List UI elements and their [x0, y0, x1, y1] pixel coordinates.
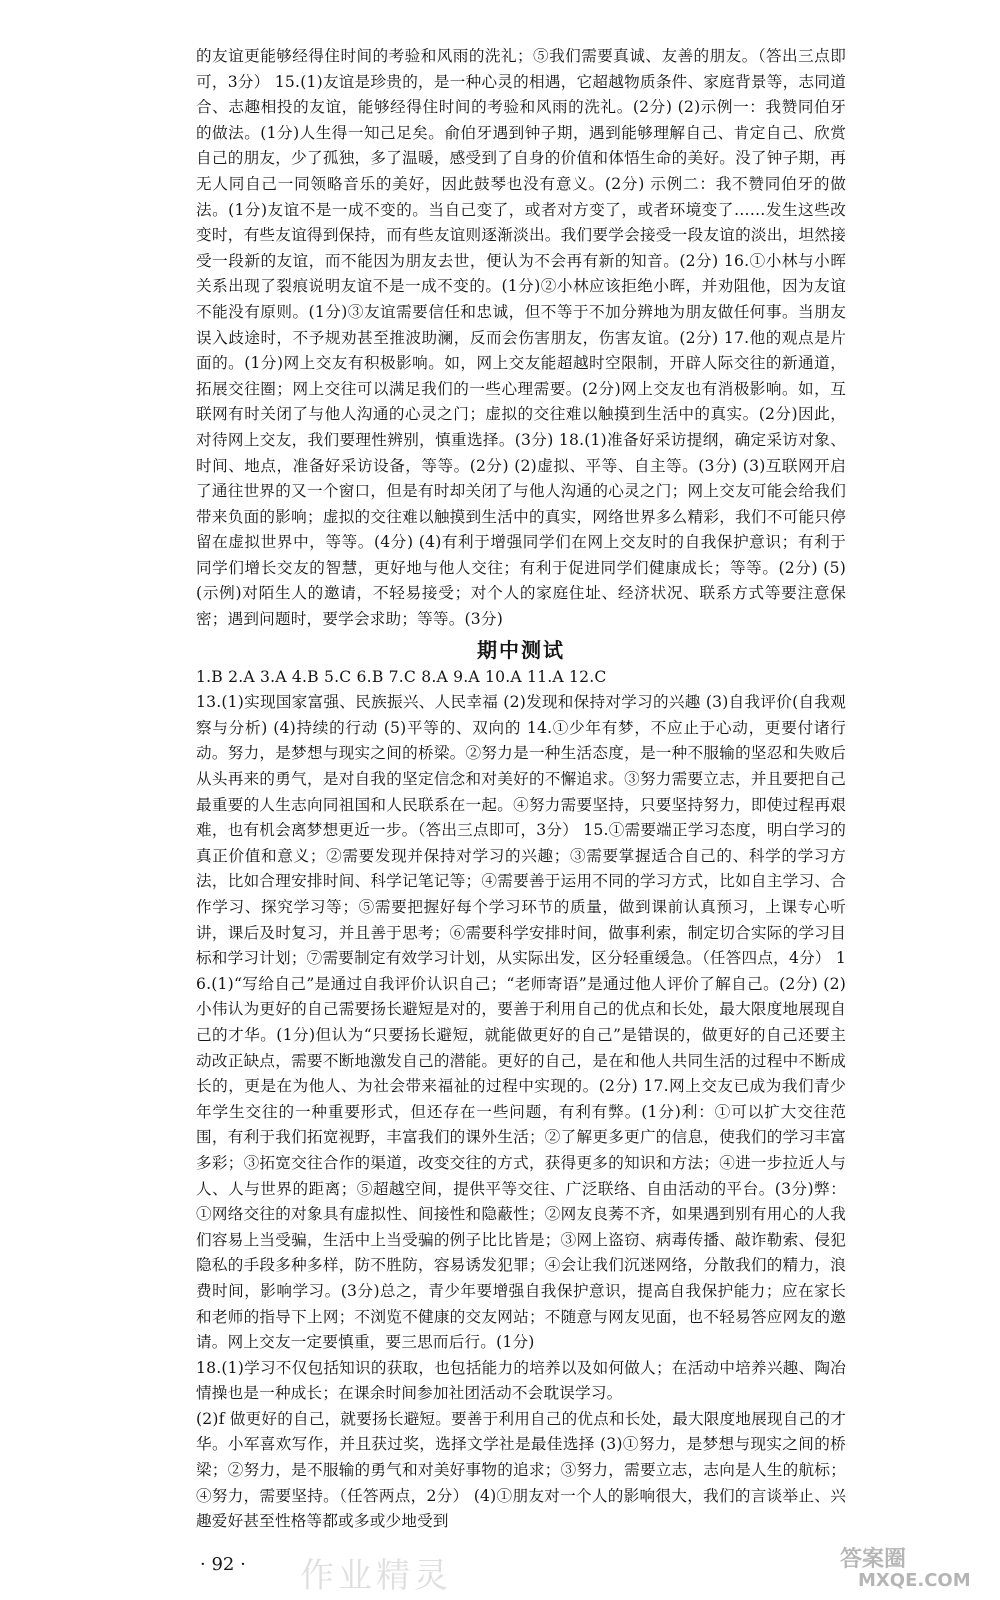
- answer-paragraph: (2)f 做更好的自己，就要扬长避短。要善于利用自己的优点和长处，最大限度地展现自己的才华。小军喜欢写作，并且获过奖，选择文学社是最佳选择 (3)①努力，是梦想与现实之间的桥梁；②努力，是不服输的勇气和对美好事物的追求；③努力，需要立志，志向是人生的航标；④努力，需要坚持。（任答两点，2分） (4)①朋友对一个人的影响很大，我们的言谈举止、兴趣爱好甚至性格等都或多或少地受到: [196, 1409, 846, 1531]
- watermark-url: MXQE.COM: [858, 1570, 971, 1591]
- answer-page-content: [196, 44, 846, 1535]
- answer-paragraph: 13.(1)实现国家富强、民族振兴、人民幸福 (2)发现和保持对学习的兴趣 (3)自我评价(自我观察与分析) (4)持续的行动 (5)平等的、双向的 14.①少年有梦，不应止于心动，更要付诸行动。努力，是梦想与现实之间的桥梁。②努力是一种生活态度，是一种不服输的坚忍和失败后从头再来的勇气，是对自我的坚定信念和对美好的不懈追求。③努力需要立志，并且要把自己最重要的人生志向同祖国和人民联系在一起。④努力需要坚持，只要坚持努力，即使过程再艰难，也有机会离梦想更近一步。（答出三点即可，3分） 15.①需要端正学习态度，明白学习的真正价值和意义；②需要发现并保持对学习的兴趣；③需要掌握适合自己的、科学的学习方法，比如合理安排时间、科学记笔记等；④需要善于运用不同的学习方式，比如自主学习、合作学习、探究学习等；⑤需要把握好每个学习环节的质量，做到课前认真预习，上课专心听讲，课后及时复习，并且善于思考；⑥需要科学安排时间，做事利索，制定切合实际的学习目标和学习计划；⑦需要制定有效学习计划，从实际出发，区分轻重缓急。（任答四点，4分） 16.(1)“写给自己”是通过自我评价认识自己；“老师寄语”是通过他人评价了解自己。(2分) (2)小伟认为更好的自己需要扬长避短是对的，要善于利用自己的优点和长处，最大限度地展现自己的才华。(1分)但认为“只要扬长避短，就能做更好的自己”是错误的，做更好的自己还要主动改正缺点，需要不断地激发自己的潜能。更好的自己，是在和他人共同生活的过程中不断成长的，更是在为他人、为社会带来福祉的过程中实现的。(2分) 17.网上交友已成为我们青少年学生交往的一种重要形式，但还存在一些问题，有利有弊。(1分)利：①可以扩大交往范围，有利于我们拓宽视野，丰富我们的课外生活；②了解更多更广的信息，使我们的学习丰富多彩；③拓宽交往合作的渠道，改变交往的方式，获得更多的知识和方法；④进一步拉近人与人、人与世界的距离；⑤超越空间，提供平等交往、广泛联络、自由活动的平台。(3分)弊：①网络交往的对象具有虚拟性、间接性和隐蔽性；②网友良莠不齐，如果遇到别有用心的人我们容易上当受骗，生活中上当受骗的例子比比皆是；③网上盗窃、病毒传播、敲诈勒索、侵犯隐私的手段多种多样，防不胜防，容易诱发犯罪；④会让我们沉迷网络，分散我们的精力，浪费时间，影响学习。(3分)总之，青少年要增强自我保护意识，提高自我保护能力；应在家长和老师的指导下上网；不浏览不健康的交友网站；不随意与网友见面，也不轻易答应网友的邀请。网上交友一定要慎重，要三思而后行。(1分): [196, 693, 846, 1352]
- answer-paragraph: 的友谊更能够经得住时间的考验和风雨的洗礼；⑤我们需要真诚、友善的朋友。（答出三点即可，3分） 15.(1)友谊是珍贵的，是一种心灵的相遇，它超越物质条件、家庭背景等，志同道合、志趣相投的友谊，能够经得住时间的考验和风雨的洗礼。(2分) (2)示例一：我赞同伯牙的做法。(1分)人生得一知己足矣。俞伯牙遇到钟子期，遇到能够理解自己、肯定自己、欣赏自己的朋友，少了孤独，多了温暖，感受到了自身的价值和体悟生命的美好。没了钟子期，再无人同自己一同领略音乐的美好，因此鼓琴也没有意义。(2分) 示例二：我不赞同伯牙的做法。(1分)友谊不是一成不变的。当自己变了，或者对方变了，或者环境变了……发生这些改变时，有些友谊得到保持，而有些友谊则逐渐淡出。我们要学会接受一段友谊的淡出，坦然接受一段新的友谊，而不能因为朋友去世，便认为不会再有新的知音。(2分) 16.①小林与小晖关系出现了裂痕说明友谊不是一成不变的。(1分)②小林应该拒绝小晖，并劝阻他，因为友谊不能没有原则。(1分)③友谊需要信任和忠诚，但不等于不加分辨地为朋友做任何事。当朋友误入歧途时，不予规劝甚至推波助澜，反而会伤害朋友，伤害友谊。(2分) 17.他的观点是片面的。(1分)网上交友有积极影响。如，网上交友能超越时空限制，开辟人际交往的新通道，拓展交往圈；网上交往可以满足我们的一些心理需要。(2分)网上交友也有消极影响。如，互联网有时关闭了与他人沟通的心灵之门；虚拟的交往难以触摸到生活中的真实。(2分)因此，对待网上交友，我们要理性辨别，慎重选择。(3分) 18.(1)准备好采访提纲，确定采访对象、时间、地点，准备好采访设备，等等。(2分) (2)虚拟、平等、自主等。(3分) (3)互联网开启了通往世界的又一个窗口，但是有时却关闭了与他人沟通的心灵之门；网上交友可能会给我们带来负面的影响；虚拟的交往难以触摸到生活中的真实，网络世界多么精彩，我们不可能只停留在虚拟世界中，等等。(4分) (4)有利于增强同学们在网上交友时的自我保护意识；有利于同学们增长交友的智慧，更好地与他人交往；有利于促进同学们健康成长；等等。(2分) (5)(示例)对陌生人的邀请，不轻易接受；对个人的家庭住址、经济状况、联系方式等要注意保密；遇到问题时，要学会求助；等等。(3分): [196, 47, 846, 629]
- answer-paragraph: 18.(1)学习不仅包括知识的获取，也包括能力的培养以及如何做人；在活动中培养兴趣、陶冶情操也是一种成长；在课余时间参加社团活动不会耽误学习。: [196, 1358, 846, 1403]
- answer-mc-line: 1.B 2.A 3.A 4.B 5.C 6.B 7.C 8.A 9.A 10.A 11.A 12.C: [196, 667, 607, 686]
- page-number: · 92 ·: [200, 1554, 246, 1575]
- watermark-text: 作业精灵: [300, 1556, 452, 1596]
- section-title: 期中测试: [477, 637, 565, 662]
- watermark-logo: 答案圈: [840, 1547, 907, 1572]
